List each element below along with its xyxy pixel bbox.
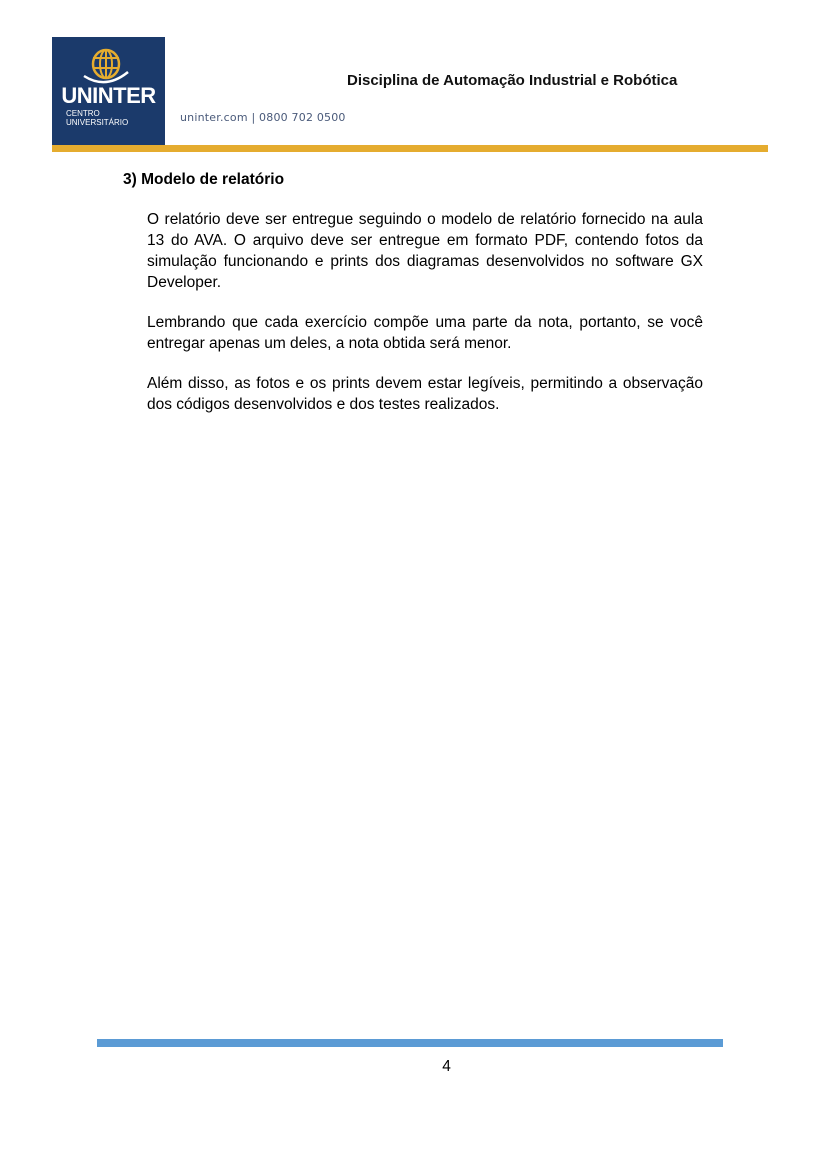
contact-info: uninter.com | 0800 702 0500 bbox=[180, 111, 346, 124]
paragraph: Além disso, as fotos e os prints devem estar legíveis, permitindo a observação dos códigos desenvolvidos e dos testes realizados. bbox=[147, 375, 703, 413]
logo-wordmark: UNINTER bbox=[61, 83, 156, 108]
section-heading: 3) Modelo de relatório bbox=[123, 171, 285, 188]
globe-icon bbox=[82, 46, 130, 88]
header-divider bbox=[52, 145, 768, 152]
logo-subtitle-line2: UNIVERSITÁRIO bbox=[66, 118, 129, 127]
document-header-title: Disciplina de Automação Industrial e Robótica bbox=[347, 72, 678, 89]
uninter-logo bbox=[52, 37, 165, 145]
logo-subtitle bbox=[66, 109, 128, 127]
paragraph: Lembrando que cada exercício compõe uma parte da nota, portanto, se você entregar apenas um deles, a nota obtida será menor. bbox=[147, 314, 703, 352]
logo-subtitle-line1: CENTRO bbox=[66, 109, 100, 118]
footer-divider bbox=[97, 1039, 723, 1047]
page-number: 4 bbox=[442, 1058, 451, 1075]
section-body bbox=[147, 209, 703, 434]
paragraph: O relatório deve ser entregue seguindo o modelo de relatório fornecido na aula 13 do AVA. O arquivo deve ser entregue em formato PDF, contendo fotos da simulação funcionando e prints dos diagramas desenvolvidos no software GX Developer. bbox=[147, 211, 703, 291]
